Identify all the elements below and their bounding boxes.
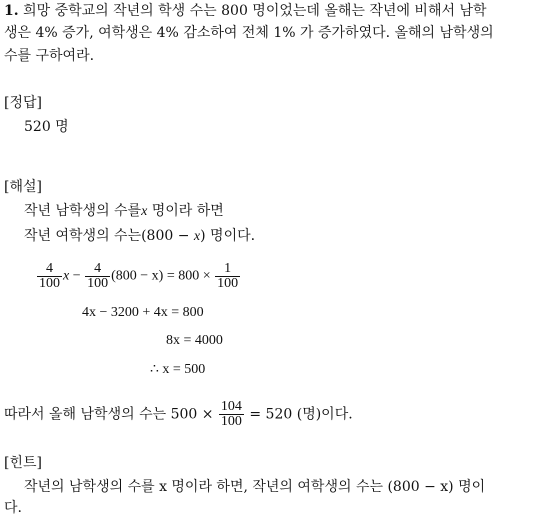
fraction-denominator: 100 [220,414,242,429]
explanation-line-1 [24,200,224,223]
problem-text-3: 수를 구하여라. [4,48,95,64]
equation-1-middle: (800 − x) = 800 × [111,268,211,284]
conclusion-line [4,400,353,429]
problem-text-2: 생은 4% 증가, 여학생은 4% 감소하여 전체 1% 가 증가하였다. 올해의 남학생의 [4,25,494,41]
problem-number: 1. [4,3,19,19]
hint-line-2: 다. [4,500,22,516]
fraction-104-100 [219,400,244,429]
variable-x: x [63,268,70,284]
problem-line-1 [4,0,487,22]
fraction-denominator: 100 [87,276,109,291]
fraction-numerator: 104 [220,399,242,414]
explanation-line-1-pre: 작년 남학생의 수를 [24,203,142,219]
explanation-line-2-post: ) 명이다. [200,228,256,244]
variable-x: x [193,229,201,244]
fraction-numerator: 1 [215,262,240,277]
equation-1: $\frac{4}{100}$ x − $\frac{4}{100}$ (800 − x) = 800 × $\frac{1}{100}$ [39,261,239,291]
problem-text-1: 희망 중학교의 작년의 학생 수는 800 명이었는데 올해는 작년에 비해서 남학 [23,3,487,19]
fraction-numerator: 4 [37,262,62,277]
explanation-line-2 [24,225,255,248]
equation-4: ∴ x = 500 [150,362,206,377]
conclusion-post: = 520 (명)이다. [249,406,353,423]
fraction-4-100 [37,262,62,291]
explanation-line-2-pre: 작년 여학생의 수는(800 − [24,228,194,244]
explanation-header: [해설] [4,179,42,195]
fraction-denominator: 100 [39,276,60,291]
hint-header: [힌트] [4,455,42,471]
explanation-line-1-post: 명이라 하면 [147,203,224,219]
conclusion-pre: 따라서 올해 남학생의 수는 500 × [4,406,214,423]
hint-line-1: 작년의 남학생의 수를 x 명이라 하면, 작년의 여학생의 수는 (800 − x) 명이 [24,479,486,495]
answer-header: [정답] [4,95,42,111]
fraction-1-100 [215,262,240,291]
fraction-denominator: 100 [217,276,239,291]
equation-2: 4x − 3200 + 4x = 800 [82,305,204,320]
variable-x: x [141,204,148,219]
fraction-4-100-b [85,262,110,291]
fraction-numerator: 4 [85,262,110,277]
equation-3: 8x = 4000 [166,333,223,348]
answer-value: 520 명 [24,119,69,135]
